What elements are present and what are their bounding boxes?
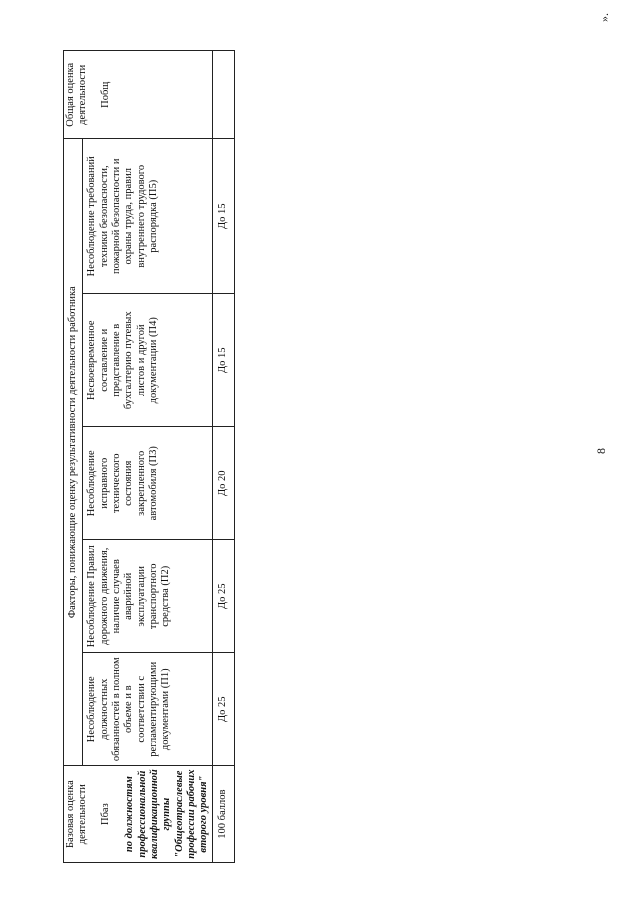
- factor-p2-value: До 25: [212, 540, 234, 653]
- factor-p3-value: До 20: [212, 427, 234, 540]
- factor-p5-value: До 15: [212, 139, 234, 294]
- factor-p2: Несоблюдение Правил дорожного движения, наличие случаев аварийной эксплуатации транспортного средства (П2): [83, 540, 213, 653]
- factor-p3: Несоблюдение исправного технического состояния закрепленного автомобиля (П3): [83, 427, 213, 540]
- factor-p4: Несвоевременное составление и представление в бухгалтерию путевых листов и другой документации (П4): [83, 294, 213, 427]
- base-score-group: по должностям профессиональной квалификационной группы "Общеотраслевые профессии рабочих второго уровня": [124, 769, 210, 859]
- total-score-header-cell: [64, 51, 213, 139]
- evaluation-table: [63, 50, 235, 863]
- base-score-symbol: Пбаз: [99, 803, 111, 825]
- total-score-value: [212, 51, 234, 139]
- factor-p1: Несоблюдение должностных обязанностей в полном объеме и в соответствии с регламентирующими документами (П1): [83, 653, 213, 766]
- factors-header: Факторы, понижающие оценку результативности деятельности работника: [64, 139, 83, 766]
- factor-p5: Несоблюдение требований техники безопасности, пожарной безопасности и охраны труда, правил внутреннего трудового распорядка (П5): [83, 139, 213, 294]
- base-score-header-cell: [64, 766, 213, 863]
- total-score-header: Общая оценка деятельности: [65, 62, 89, 127]
- page-number-wrapper: [592, 438, 608, 454]
- factor-p4-value: До 15: [212, 294, 234, 427]
- base-score-value: 100 баллов: [212, 766, 234, 863]
- closing-quote: ».: [597, 13, 611, 22]
- total-score-symbol: Побщ: [99, 81, 111, 108]
- page-number: 8: [594, 448, 608, 454]
- factor-p1-value: До 25: [212, 653, 234, 766]
- base-score-header: Базовая оценка деятельности: [65, 780, 89, 848]
